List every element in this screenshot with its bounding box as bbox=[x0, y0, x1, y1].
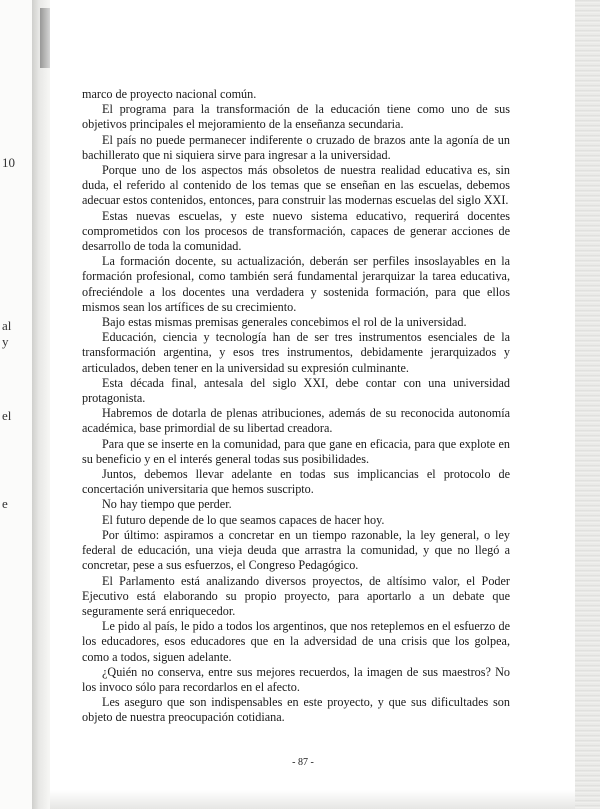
paragraph: Para que se inserte en la comunidad, para que gane en eficacia, para que explote en su beneficio y en el interés general todas sus posibilidades. bbox=[82, 436, 510, 466]
paragraph: El Parlamento está analizando diversos proyectos, de altísimo valor, el Poder Ejecutivo está elaborando su propio proyecto, para aportarlo a un debate que seguramente será enriquecedor. bbox=[82, 573, 510, 618]
bottom-shadow bbox=[50, 790, 575, 809]
paragraph: Les aseguro que son indispensables en este proyecto, y que sus dificultades son objeto de nuestra preocupación cotidiana. bbox=[82, 695, 510, 725]
paragraph: Esta década final, antesala del siglo XXI, debe contar con una universidad protagonista. bbox=[82, 375, 510, 406]
adjacent-page-text: al bbox=[2, 318, 12, 333]
paragraph: Juntos, debemos llevar adelante en todas sus implicancias el protocolo de concertación universitaria que hemos suscripto. bbox=[82, 467, 510, 497]
body-text bbox=[82, 87, 510, 726]
paragraph: Habremos de dotarla de plenas atribuciones, además de su reconocida autonomía académica, base primordial de su libertad creadora. bbox=[82, 406, 510, 436]
adjacent-page-text: e bbox=[2, 496, 8, 511]
paragraph: El programa para la transformación de la educación tiene como uno de sus objetivos principales el mejoramiento de la enseñanza secundaria. bbox=[82, 102, 510, 132]
paragraph: El futuro depende de lo que seamos capaces de hacer hoy. bbox=[102, 512, 385, 527]
binding-shadow bbox=[32, 0, 50, 809]
adjacent-page-text: 10 bbox=[2, 155, 15, 170]
paragraph: ¿Quién no conserva, entre sus mejores recuerdos, la imagen de sus maestros? No los invoco sólo para recordarlos en el afecto. bbox=[82, 664, 510, 694]
adjacent-page-text: y bbox=[2, 334, 9, 349]
page-number: - 87 - bbox=[292, 757, 314, 768]
adjacent-page-strip bbox=[0, 0, 32, 809]
adjacent-page-text: el bbox=[2, 408, 12, 423]
paragraph: marco de proyecto nacional común. bbox=[82, 87, 257, 101]
paragraph: Estas nuevas escuelas, y este nuevo sistema educativo, requerirá docentes comprometidos con los procesos de transformación, capaces de generar acciones de desarrollo de toda la comunidad. bbox=[82, 208, 510, 254]
paragraph: Bajo estas mismas premisas generales concebimos el rol de la universidad. bbox=[102, 315, 467, 330]
paragraph: Por último: aspiramos a concretar en un tiempo razonable, la ley general, o ley federal de educación, una vieja deuda que arrastra la comunidad, y que no llegó a concretar, pese a sus esfuerzos, el Congreso Pedagógico. bbox=[82, 527, 510, 573]
page-footer bbox=[0, 757, 600, 768]
page-edge bbox=[575, 0, 600, 809]
paragraph: Porque uno de los aspectos más obsoletos de nuestra realidad educativa es, sin duda, el referido al contenido de los temas que se enseñan en las escuelas, debemos adecuar estos contenidos, entonces, para construir las modernas escuelas del siglo XXI. bbox=[82, 163, 510, 208]
paragraph: La formación docente, su actualización, deberán ser perfiles insoslayables en la formación profesional, como también será fundamental jerarquizar la tarea educativa, ofreciéndole a los docentes una verdadera y sostenida formación, para que ellos mismos sean los artífices de su crecimiento. bbox=[82, 254, 510, 314]
scan-mark bbox=[40, 8, 50, 68]
paragraph: El país no puede permanecer indiferente o cruzado de brazos ante la agonía de un bachillerato que ni siquiera sirve para ingresar a la universidad. bbox=[82, 132, 510, 162]
paragraph: No hay tiempo que perder. bbox=[102, 497, 232, 512]
paragraph: Educación, ciencia y tecnología han de ser tres instrumentos esenciales de la transformación argentina, y esos tres instrumentos, debidamente jerarquizados y articulados, deben tener en la universidad su expresión culminante. bbox=[82, 330, 510, 375]
paragraph: Le pido al país, le pido a todos los argentinos, que nos reteplemos en el esfuerzo de los educadores, esos educadores que en la adversidad de una crisis que los golpea, como a todos, siguen adelante. bbox=[82, 619, 510, 664]
